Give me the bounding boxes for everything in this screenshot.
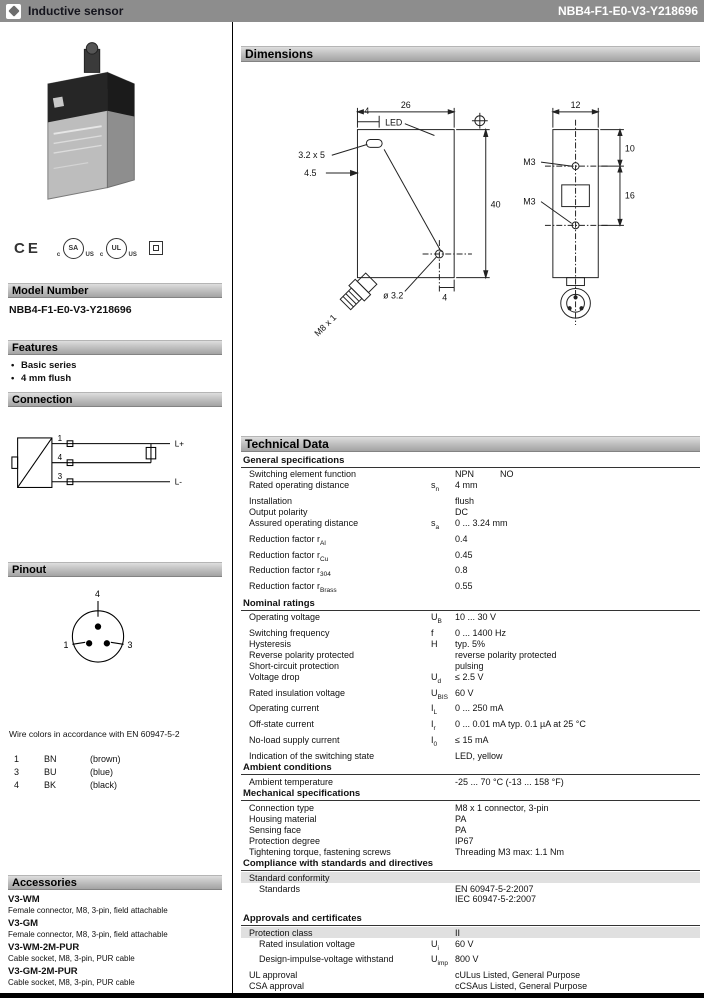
accessory-description: Cable socket, M8, 3-pin, PUR cable <box>8 978 135 987</box>
dim-led-offset: 4 <box>364 105 370 116</box>
sensor-pictogram-icon <box>6 4 21 19</box>
spec-row <box>241 638 700 649</box>
spec-symbol: $s_a$ <box>431 518 440 531</box>
connection-lplus-label: L+ <box>174 439 184 449</box>
spec-value: reverse polarity protected <box>455 649 557 660</box>
accessory-item <box>8 918 222 940</box>
dim-led-label: LED <box>385 117 403 128</box>
spec-symbol <box>431 803 455 813</box>
connection-labels <box>58 434 185 487</box>
spec-row <box>241 750 700 761</box>
dim-front-width: 26 <box>400 99 411 110</box>
wire-code: BN <box>44 753 57 764</box>
ce-mark: CE <box>14 239 41 257</box>
dim-m3-top: M3 <box>523 157 536 168</box>
connection-pin-1-label: 1 <box>57 433 63 443</box>
wire-color: (blue) <box>90 766 114 777</box>
spec-symbol <box>431 534 455 549</box>
spec-label: Reduction factor $r_{Cu}$ <box>249 549 329 563</box>
spec-value: NPN NO <box>455 469 514 480</box>
accessory-description: Female connector, M8, 3-pin, field attachable <box>8 906 168 915</box>
spec-row <box>241 496 700 507</box>
protection-class-ii-icon <box>149 241 163 255</box>
spec-value: ≤ 15 mA <box>455 734 489 745</box>
spec-label: Ambient temperature <box>249 776 334 787</box>
dim-hole-edge: 4.5 <box>304 167 317 178</box>
pinout-section-header <box>8 562 222 577</box>
spec-section <box>241 912 700 992</box>
spec-label: Voltage drop <box>249 671 300 682</box>
spec-label: Sensing face <box>249 824 302 835</box>
spec-row <box>241 518 700 534</box>
wire-row <box>14 765 121 778</box>
features-section-title: Features <box>12 342 58 354</box>
accessories-section-title: Accessories <box>12 877 77 889</box>
spec-value <box>455 873 700 883</box>
spec-section-title: Approvals and certificates <box>241 912 700 926</box>
model-number-section-title: Model Number <box>12 285 89 297</box>
spec-value: IP67 <box>455 835 474 846</box>
spec-row <box>241 671 700 687</box>
dim-slot: 3.2 x 5 <box>298 150 325 161</box>
spec-value: pulsing <box>455 660 484 671</box>
spec-value: 0.45 <box>455 549 473 560</box>
spec-value: -25 ... 70 °C (-13 ... 158 °F) <box>455 776 564 787</box>
spec-value: 60 V <box>455 938 474 949</box>
spec-value: 0.55 <box>455 581 473 592</box>
spec-symbol: $U_i$ <box>431 938 439 952</box>
accessory-name: V3-WM-2M-PUR <box>8 942 80 953</box>
spec-symbol <box>431 928 455 938</box>
connection-pin-3-label: 3 <box>57 471 63 481</box>
spec-symbol <box>431 661 455 671</box>
features-list <box>11 359 222 385</box>
spec-label: Assured operating distance <box>249 518 359 529</box>
ul-circle <box>106 238 127 259</box>
spec-value: PA <box>455 813 467 824</box>
spec-value: 0 ... 3.24 mm <box>455 518 508 529</box>
spec-label: Reduction factor $r_{Al}$ <box>249 533 326 547</box>
spec-label: Short-circuit protection <box>249 660 340 671</box>
spec-row <box>241 480 700 496</box>
spec-row <box>241 719 700 735</box>
technical-data-section-title: Technical Data <box>245 437 329 451</box>
pinout-pin-4-label: 4 <box>95 589 100 600</box>
spec-row <box>241 534 700 550</box>
spec-symbol: $U_d$ <box>431 671 442 685</box>
spec-value: 0.8 <box>455 565 468 576</box>
side-view-outline <box>541 108 624 325</box>
spec-value: ≤ 2.5 V <box>455 671 484 682</box>
wire-code: BU <box>44 766 57 777</box>
right-column <box>232 22 704 993</box>
spec-value: 10 ... 30 V <box>455 612 497 623</box>
spec-row <box>241 938 700 954</box>
spec-row <box>241 981 700 992</box>
spec-row <box>241 824 700 835</box>
spec-value: 800 V <box>455 954 479 965</box>
connection-diagram <box>10 413 210 520</box>
dim-hole-offset: 4 <box>442 292 448 303</box>
pinout-pin-1-label: 1 <box>63 640 69 651</box>
spec-value: M8 x 1 connector, 3-pin <box>455 802 549 813</box>
dimensions-drawing <box>241 66 693 434</box>
dim-hole-dia: ø 3.2 <box>383 290 404 301</box>
spec-label: Tightening torque, fastening screws <box>249 846 391 857</box>
wire-pin: 4 <box>14 779 20 790</box>
spec-symbol: $U_{BIS}$ <box>431 687 448 701</box>
spec-symbol: $U_{imp}$ <box>431 954 448 968</box>
accessories-section-header <box>8 875 222 890</box>
dim-thread: M8 x 1 <box>312 312 339 339</box>
header-model-number: NBB4-F1-E0-V3-Y218696 <box>557 4 698 18</box>
spec-label: Installation <box>249 496 293 507</box>
spec-row <box>241 507 700 518</box>
spec-symbol: $s_n$ <box>431 480 440 494</box>
spec-symbol <box>431 751 455 761</box>
connection-wiring-lines <box>12 438 170 488</box>
spec-value: cCSAus Listed, General Purpose <box>455 981 588 992</box>
connection-pin-4-label: 4 <box>57 452 63 462</box>
dim-side-top: 10 <box>624 143 635 154</box>
spec-symbol <box>431 981 455 991</box>
connection-section-header <box>8 392 222 407</box>
spec-symbol: $I_L$ <box>431 703 438 717</box>
spec-label: Protection class <box>249 927 313 938</box>
ul-us-label: US <box>128 251 137 258</box>
spec-symbol <box>431 777 455 787</box>
spec-label: Switching element function <box>249 469 357 480</box>
spec-label: Rated insulation voltage <box>249 687 346 698</box>
accessory-item <box>8 942 222 964</box>
spec-symbol <box>431 825 455 835</box>
spec-row <box>241 703 700 719</box>
content-columns <box>0 22 704 993</box>
csa-mark <box>56 238 94 259</box>
spec-value: 60 V <box>455 687 474 698</box>
ul-c-label: c <box>99 251 104 258</box>
left-column <box>0 22 226 993</box>
spec-value: EN 60947-5-2:2007 IEC 60947-5-2:2007 <box>455 883 537 904</box>
spec-label: Reverse polarity protected <box>249 649 355 660</box>
spec-section-title: Ambient conditions <box>241 761 700 775</box>
wire-colors-note: Wire colors in accordance with EN 60947-5-2 <box>9 729 180 739</box>
spec-row <box>241 734 700 750</box>
spec-symbol <box>431 550 455 565</box>
spec-label: Reduction factor $r_{304}$ <box>249 565 331 579</box>
pinout-section-title: Pinout <box>12 564 47 576</box>
accessory-item <box>8 894 222 916</box>
spec-row <box>241 927 700 938</box>
spec-row <box>241 872 700 883</box>
accessory-description: Female connector, M8, 3-pin, field attachable <box>8 930 168 939</box>
spec-label: Connection type <box>249 802 315 813</box>
spec-label: Design-impulse-voltage withstand <box>259 954 394 965</box>
spec-label: Housing material <box>249 813 317 824</box>
spec-symbol <box>431 581 455 596</box>
connection-lminus-label: L- <box>174 477 182 487</box>
spec-symbol <box>431 650 455 660</box>
wire-color: (brown) <box>90 753 121 764</box>
pinout-pin-3-label: 3 <box>127 640 133 651</box>
spec-label: CSA approval <box>249 981 305 992</box>
spec-symbol <box>431 884 455 904</box>
accessory-name: V3-GM-2M-PUR <box>8 966 78 977</box>
spec-symbol <box>431 836 455 846</box>
spec-section <box>241 787 700 857</box>
spec-row <box>241 612 700 628</box>
spec-row <box>241 846 700 857</box>
spec-value: PA <box>455 824 467 835</box>
spec-section-title: Mechanical specifications <box>241 787 700 801</box>
dimensions-section-title: Dimensions <box>245 47 314 61</box>
spec-symbol <box>431 847 455 857</box>
spec-label: Rated operating distance <box>249 480 350 491</box>
csa-letters: SA <box>68 244 79 252</box>
spec-value: DC <box>455 507 468 518</box>
spec-section <box>241 454 700 597</box>
spec-section <box>241 761 700 787</box>
spec-symbol <box>431 814 455 824</box>
spec-row <box>241 970 700 981</box>
spec-section-title: General specifications <box>241 454 700 468</box>
csa-c-label: c <box>56 251 61 258</box>
wire-pin: 3 <box>14 766 20 777</box>
connection-section-title: Connection <box>12 394 73 406</box>
spec-symbol: $I_r$ <box>431 719 436 732</box>
spec-row <box>241 469 700 480</box>
dim-side-mid: 16 <box>624 190 635 201</box>
wire-code: BK <box>44 779 57 790</box>
spec-row <box>241 549 700 565</box>
spec-symbol <box>431 970 455 980</box>
wire-colors-table <box>14 752 121 791</box>
spec-symbol: f <box>431 627 434 638</box>
accessory-name: V3-WM <box>8 894 40 905</box>
spec-row <box>241 581 700 597</box>
wire-pin: 1 <box>14 753 20 764</box>
spec-row <box>241 776 700 787</box>
feature-item: • 4 mm flush <box>11 372 222 385</box>
spec-label: Output polarity <box>249 507 308 518</box>
ul-mark <box>99 238 137 259</box>
spec-label: Reduction factor $r_{Brass}$ <box>249 581 337 595</box>
spec-row <box>241 687 700 703</box>
spec-row <box>241 649 700 660</box>
wire-color: (black) <box>90 779 118 790</box>
spec-value: cULus Listed, General Purpose <box>455 970 581 981</box>
spec-symbol: $U_B$ <box>431 612 442 625</box>
technical-data-table <box>241 454 700 992</box>
spec-symbol: H <box>431 638 438 649</box>
spec-value: 0.4 <box>455 533 468 544</box>
pinout-labels <box>64 589 133 650</box>
accessories-list <box>8 894 222 988</box>
spec-section-title: Nominal ratings <box>241 597 700 611</box>
spec-label: Operating current <box>249 703 320 714</box>
spec-value: II <box>455 927 461 938</box>
spec-row <box>241 954 700 970</box>
spec-section <box>241 857 700 904</box>
spec-section-title: Compliance with standards and directives <box>241 857 700 871</box>
spec-symbol: $I_0$ <box>431 734 438 748</box>
dim-front-height: 40 <box>490 199 501 210</box>
spec-label: Standards <box>259 883 301 894</box>
product-photo <box>8 34 222 226</box>
sensor-body <box>48 43 134 199</box>
spec-label: Rated insulation voltage <box>259 938 356 949</box>
accessory-name: V3-GM <box>8 918 39 929</box>
spec-label: UL approval <box>249 970 298 981</box>
product-type-title: Inductive sensor <box>28 4 124 18</box>
spec-symbol <box>431 496 455 506</box>
spec-label: Standard conformity <box>249 872 330 883</box>
spec-row <box>241 565 700 581</box>
pinout-connector-outline <box>72 601 123 662</box>
spec-label: Operating voltage <box>249 612 321 623</box>
csa-circle <box>63 238 84 259</box>
model-number-value: NBB4-F1-E0-V3-Y218696 <box>9 304 132 316</box>
pinout-pins <box>86 623 110 646</box>
wire-row <box>14 752 121 765</box>
spec-symbol <box>431 565 455 580</box>
spec-value: typ. 5% <box>455 638 486 649</box>
spec-value: 0 ... 1400 Hz <box>455 627 507 638</box>
front-view-outline <box>326 105 490 312</box>
features-section-header <box>8 340 222 355</box>
spec-label: Off-state current <box>249 719 314 730</box>
model-number-section-header <box>8 283 222 298</box>
spec-symbol <box>431 507 455 517</box>
dimensions-section-header <box>241 46 700 62</box>
spec-row <box>241 627 700 638</box>
ul-letters: UL <box>111 244 122 252</box>
spec-value: 0 ... 250 mA <box>455 703 504 714</box>
spec-row <box>241 883 700 904</box>
dim-m3-bottom: M3 <box>523 196 536 207</box>
spec-row <box>241 813 700 824</box>
dim-side-width: 12 <box>570 99 581 110</box>
spec-label: Hysteresis <box>249 638 292 649</box>
spec-value: LED, yellow <box>455 750 503 761</box>
spec-value: 4 mm <box>455 480 478 491</box>
spec-row <box>241 835 700 846</box>
spec-value: flush <box>455 496 475 507</box>
spec-label: Protection degree <box>249 835 321 846</box>
spec-value: Threading M3 max: 1.1 Nm <box>455 846 565 857</box>
spec-row <box>241 660 700 671</box>
header-bar <box>0 0 704 22</box>
spec-symbol <box>431 469 455 479</box>
product-photo-illustration <box>8 34 178 226</box>
accessory-description: Cable socket, M8, 3-pin, PUR cable <box>8 954 135 963</box>
wire-row <box>14 778 121 791</box>
spec-label: Switching frequency <box>249 627 330 638</box>
certification-marks <box>8 228 222 268</box>
spec-label: No-load supply current <box>249 734 340 745</box>
spec-row <box>241 802 700 813</box>
spec-symbol <box>431 873 455 883</box>
csa-us-label: US <box>85 251 94 258</box>
spec-label: Indication of the switching state <box>249 750 375 761</box>
accessory-item <box>8 966 222 988</box>
pinout-diagram <box>34 585 162 679</box>
spec-value: 0 ... 0.01 mA typ. 0.1 µA at 25 °C <box>455 719 586 730</box>
technical-data-section-header <box>241 436 700 452</box>
spec-section <box>241 597 700 762</box>
feature-item: • Basic series <box>11 359 222 372</box>
footer-bar <box>0 993 704 998</box>
